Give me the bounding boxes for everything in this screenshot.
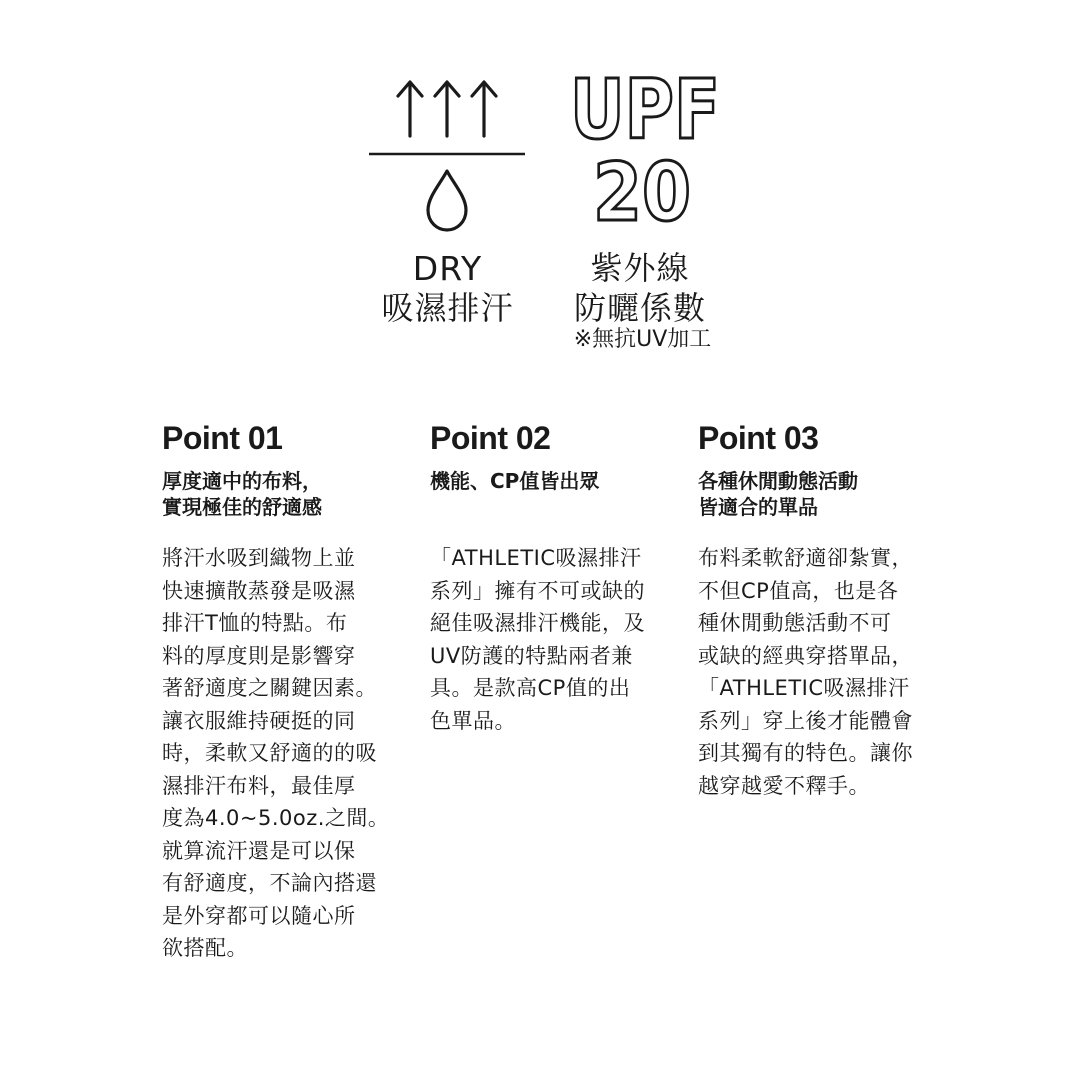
point-title: Point 03	[698, 420, 819, 456]
upf-line2: 20	[593, 146, 691, 239]
upf-note: ※無抗UV加工	[573, 327, 712, 352]
point-heading: 機能、CP值皆出眾	[430, 469, 600, 493]
dry-subtitle: 吸濕排汗	[381, 289, 514, 327]
point-03	[698, 418, 934, 802]
point-body: 將汗水吸到織物上並 快速擴散蒸發是吸濕 排汗T恤的特點。布 料的厚度則是影響穿 著舒適度之關鍵因素。 讓衣服維持硬挺的同 時，柔軟又舒適的的吸 濕排汗布料，最佳厚 度為4.0~5.0oz.之間。 就算流汗還是可以保 有舒適度，不論內搭還 是外穿都可以隨心所 欲搭配。	[162, 546, 390, 960]
dry-icon	[365, 70, 530, 240]
upf-20-icon	[560, 63, 730, 239]
point-heading: 各種休閒動態活動 皆適合的單品	[698, 469, 858, 519]
upf-subtitle: 防曬係數	[573, 289, 706, 327]
point-01	[162, 418, 398, 965]
point-body: 「ATHLETIC吸濕排汗 系列」擁有不可或缺的 絕佳吸濕排汗機能，及 UV防護的特點兩者兼 具。是款高CP值的出 色單品。	[430, 546, 645, 733]
upf-line1: UPF	[570, 63, 720, 158]
point-body: 布料柔軟舒適卻紮實， 不但CP值高，也是各 種休閒動態活動不可 或缺的經典穿搭單品， 「ATHLETIC吸濕排汗 系列」穿上後才能體會 到其獨有的特色。讓你 越穿越愛不釋手。	[698, 546, 913, 798]
point-title: Point 01	[162, 420, 283, 456]
dry-label: DRY	[412, 249, 483, 288]
point-02	[430, 418, 666, 737]
upf-label: 紫外線	[590, 249, 690, 287]
point-heading: 厚度適中的布料， 實現極佳的舒適感	[162, 469, 322, 519]
point-title: Point 02	[430, 420, 551, 456]
